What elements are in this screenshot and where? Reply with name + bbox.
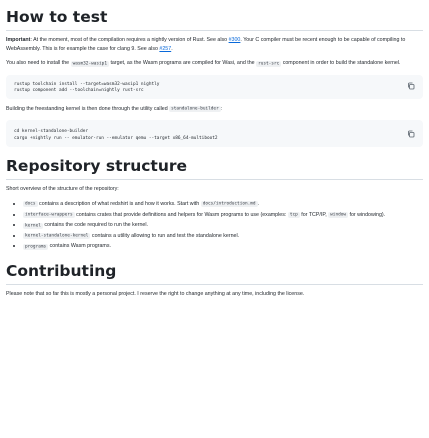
- intro-doc-code: docs/introduction.md: [202, 201, 256, 207]
- install-text-2: target, as the Wasm programs are compiled for Wasi, and the: [108, 60, 257, 67]
- builder-colon: :: [220, 105, 223, 112]
- window-code: window: [330, 212, 347, 218]
- install-target-paragraph: [6, 59, 423, 69]
- important-label: Important: [6, 37, 31, 43]
- list-item: [23, 211, 423, 221]
- how-to-test-heading: How to test: [6, 8, 423, 31]
- list-item-text: contains the code required to run the kernel.: [42, 222, 148, 229]
- copy-button[interactable]: [405, 81, 416, 92]
- list-item-text: for TCP/IP,: [299, 211, 329, 218]
- cargo-code-block: [6, 120, 423, 147]
- list-item: [23, 242, 423, 252]
- install-text-3: component in order to build the standalone kernel.: [281, 60, 401, 67]
- repo-structure-list: [6, 200, 423, 252]
- code-line: rustup component add --toolchain=nightly rust-src: [14, 88, 144, 94]
- programs-code: programs: [25, 244, 47, 250]
- copy-button[interactable]: [405, 128, 416, 139]
- install-text: You also need to install the: [6, 60, 71, 67]
- builder-text: Building the freestanding kernel is then done through the utility called: [6, 105, 170, 112]
- code-line: rustup toolchain install --target=wasm32-wasip1 nightly: [14, 81, 160, 87]
- rustup-code-block: [6, 75, 423, 99]
- list-item-text: contains a utility allowing to run and test the standalone kernel.: [90, 232, 240, 239]
- list-item: [23, 232, 423, 242]
- docs-dir-code: docs: [25, 201, 36, 207]
- contributing-text: Please note that so far this is mostly a personal project. I reserve the right to change anything at any time, including the license.: [6, 290, 305, 297]
- code-line: cargo +nightly run -- emulator-run --emulator qemu --target x86_64-multiboot2: [14, 135, 218, 141]
- issue-300-link[interactable]: #300: [228, 37, 241, 43]
- list-item: [23, 200, 423, 210]
- compiler-text: . Your C compiler must be recent enough to be capable of compiling to WebAssembly. This is for example the case for clang 9. See also: [6, 37, 406, 52]
- kernel-standalone-kernel-code: kernel-standalone-kernel: [25, 233, 89, 239]
- list-item-text: for windowing).: [348, 211, 386, 218]
- list-item-text: contains a description of what redshirt is and how it works. Start with: [37, 200, 201, 207]
- code-line: cd kernel-standalone-builder: [14, 129, 89, 135]
- important-text: : At the moment, most of the compilation requires a nightly version of Rust. See also: [30, 37, 229, 43]
- kernel-code: kernel: [25, 223, 41, 229]
- list-item: [23, 221, 423, 231]
- copy-icon: [407, 130, 415, 138]
- tcp-code: tcp: [289, 212, 298, 218]
- standalone-builder-code: standalone-builder: [171, 106, 219, 112]
- contributing-heading: Contributing: [6, 262, 423, 285]
- issue-257-link[interactable]: #257: [159, 45, 172, 52]
- rust-src-code: rust-src: [258, 61, 280, 67]
- important-paragraph: [6, 36, 423, 53]
- list-item-text: contains crates that provide definitions and helpers for Wasm programs to use (examples:: [74, 211, 288, 218]
- builder-paragraph: [6, 105, 423, 115]
- repo-intro: Short overview of the structure of the repository:: [6, 186, 119, 193]
- copy-icon: [407, 82, 415, 90]
- interface-wrappers-code: interface-wrappers: [25, 212, 73, 218]
- list-item-text: contains Wasm programs.: [48, 243, 111, 250]
- repository-structure-heading: Repository structure: [6, 157, 423, 180]
- period-text: .: [171, 45, 173, 52]
- list-item-text: .: [257, 200, 260, 207]
- wasm-target-code: wasm32-wasip1: [72, 61, 107, 67]
